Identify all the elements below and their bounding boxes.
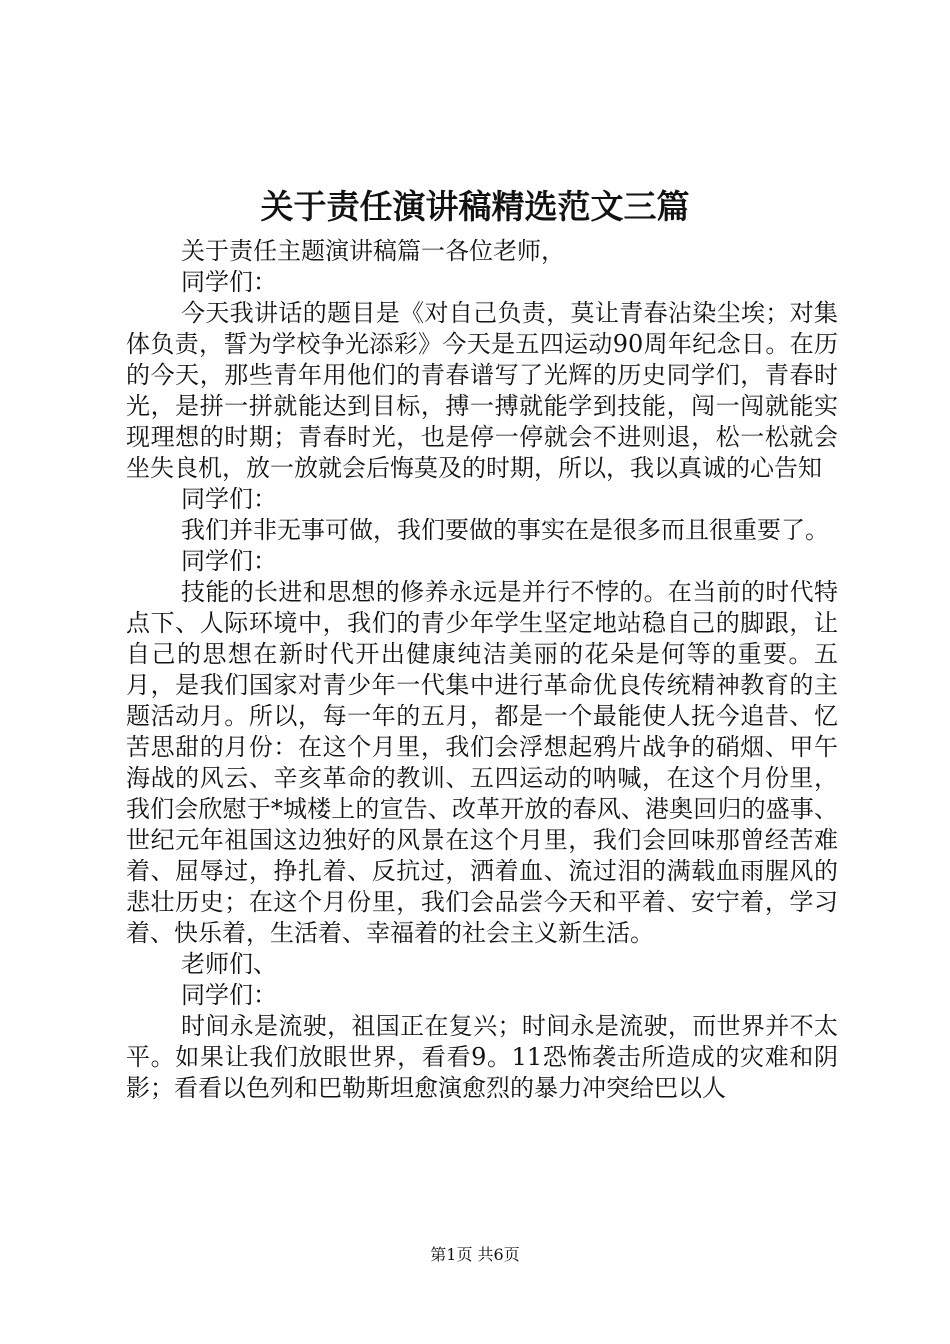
document-title: 关于责任演讲稿精选范文三篇 <box>260 187 690 226</box>
paragraph: 我们并非无事可做，我们要做的事实在是很多而且很重要了。 <box>181 516 829 544</box>
document-body <box>126 236 838 1104</box>
paragraph: 同学们： <box>181 981 277 1009</box>
page-footer: 第1页 共6页 <box>430 1245 520 1264</box>
paragraph: 同学们： <box>181 485 277 513</box>
paragraph: 老师们、 <box>181 950 277 978</box>
paragraph: 技能的长进和思想的修养永远是并行不悖的。在当前的时代特点下、人际环境中，我们的青少年学生坚定地站稳自己的脚跟，让自己的思想在新时代开出健康纯洁美丽的花朵是何等的重要。五月，是我们国家对青少年一代集中进行革命优良传统精神教育的主题活动月。所以，每一年的五月，都是一个最能使人抚今追昔、忆苦思甜的月份：在这个月里，我们会浮想起鸦片战争的硝烟、甲午海战的风云、辛亥革命的教训、五四运动的呐喊，在这个月份里，我们会欣慰于*城楼上的宣告、改革开放的春风、港奥回归的盛事、世纪元年祖国这边独好的风景在这个月里，我们会回味那曾经苦难着、屈辱过，挣扎着、反抗过，洒着血、流过泪的满载血雨腥风的悲壮历史；在这个月份里，我们会品尝今天和平着、安宁着，学习着、快乐着，生活着、幸福着的社会主义新生活。 <box>126 578 838 947</box>
paragraph: 同学们： <box>181 268 277 296</box>
paragraph: 时间永是流驶，祖国正在复兴；时间永是流驶，而世界并不太平。如果让我们放眼世界，看看9。11恐怖袭击所造成的灾难和阴影；看看以色列和巴勒斯坦愈演愈烈的暴力冲突给巴以人 <box>126 1012 838 1102</box>
paragraph: 同学们： <box>181 547 277 575</box>
paragraph: 今天我讲话的题目是《对自己负责，莫让青春沾染尘埃；对集体负责，誓为学校争光添彩》今天是五四运动90周年纪念日。在历的今天，那些青年用他们的青春谱写了光辉的历史同学们，青春时光，是拼一拼就能达到目标，搏一搏就能学到技能，闯一闯就能实现理想的时期；青春时光，也是停一停就会不进则退，松一松就会坐失良机，放一放就会后悔莫及的时期，所以，我以真诚的心告知 <box>126 299 838 482</box>
paragraph: 关于责任主题演讲稿篇一各位老师， <box>181 237 565 265</box>
